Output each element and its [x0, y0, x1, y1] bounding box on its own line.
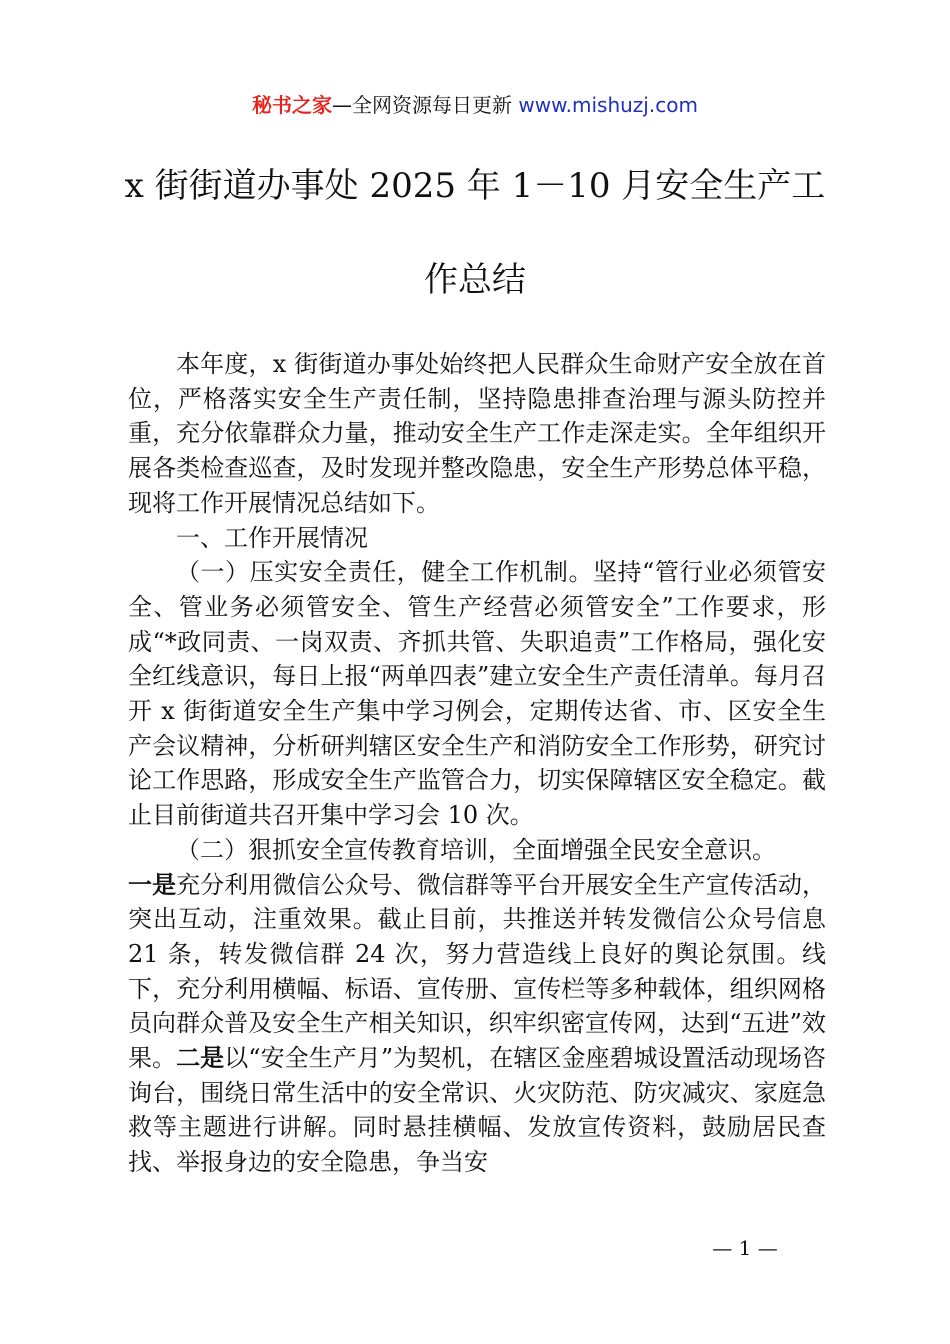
page-number: — 1 —: [712, 1236, 778, 1260]
document-title-line-2: 作总结: [424, 260, 526, 300]
section-heading: 一、工作开展情况: [176, 523, 368, 552]
point-label-2: 二是: [176, 1043, 225, 1073]
subsection-2-paragraph: [128, 868, 826, 1180]
site-url-link[interactable]: www.mishuzj.com: [518, 93, 698, 117]
point-text-2: 以“安全生产月”为契机，在辖区金座碧城设置活动现场咨询台，围绕日常生活中的安全常识、火灾防范、防灾减灾、家庭急救等主题进行讲解。同时悬挂横幅、发放宣传资料，鼓励居民查找、举报身边的安全隐患，争当安: [128, 1044, 827, 1177]
subsection-1-paragraph: （一）压实安全责任，健全工作机制。坚持“管行业必须管安全、管业务必须管安全、管生产经营必须管安全”工作要求，形成“*政同责、一岗双责、齐抓共管、失职追责”工作格局，强化安全红线意识，每日上报“两单四表”建立安全生产责任清单。每月召开 x 街街道安全生产集中学习例会，定期传达省、市、区安全生产会议精神，分析研判辖区安全生产和消防安全工作形势，研究讨论工作思路，形成安全生产监管合力，切实保障辖区安全稳定。截止目前街道共召开集中学习会 10 次。: [128, 558, 826, 830]
subsection-2-heading: （二）狠抓安全宣传教育培训，全面增强全民安全意识。: [176, 835, 776, 864]
intro-paragraph: 本年度，x 街街道办事处始终把人民群众生命财产安全放在首位，严格落实安全生产责任制，坚持隐患排查治理与源头防控并重，充分依靠群众力量，推动安全生产工作走深走实。全年组织开展各类检查巡查，及时发现并整改隐患，安全生产形势总体平稳，现将工作开展情况总结如下。: [128, 350, 826, 517]
document-title-line-1: x 街街道办事处 2025 年 1－10 月安全生产工: [124, 166, 826, 206]
brand-name: 秘书之家: [252, 93, 333, 117]
site-header: [0, 90, 950, 120]
header-tagline: —全网资源每日更新: [332, 93, 519, 117]
point-text-1: 充分利用微信公众号、微信群等平台开展安全生产宣传活动，突出互动，注重效果。截止目前，共推送并转发微信公众号信息 21 条，转发微信群 24 次，努力营造线上良好的舆论氛围。线下，充分利用横幅、标语、宣传册、宣传栏等多种载体，组织网格员向群众普及安全生产相关知识，织牢织密宣传网，达到“五进”效果。: [128, 870, 827, 1073]
document-body: [128, 347, 826, 1180]
point-label-1: 一是: [128, 869, 177, 899]
